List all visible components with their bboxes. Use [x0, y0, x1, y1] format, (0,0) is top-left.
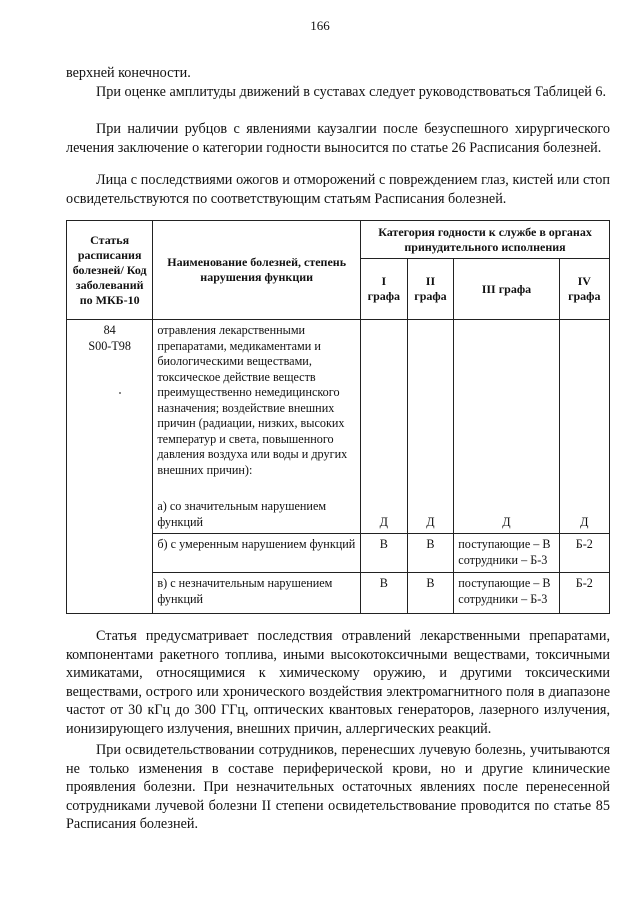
- disease-description: отравления лекарственными препаратами, медикаментами и биологическими веществами, токсическое действие веществ преимущественно немедицинского назначения; воздействие внешних причин (радиации, низких, высоких температур и света, повышенного давления воздуха или воды и других внешних причин):: [157, 323, 348, 477]
- row-a-graph-4: Д: [559, 320, 609, 534]
- row-a-graph-1: Д: [361, 320, 408, 534]
- row-c-graph-2: В: [407, 573, 454, 614]
- header-disease-name: Наименование болезней, степень нарушения функции: [153, 221, 361, 320]
- body-paragraph-5: Статья предусматривает последствия отравлений лекарственными препаратами, компонентами ракетного топлива, иными высокотоксичными веществами, токсичными химикатами, относящимися к химическому оружию, и другими токсическими веществами, острого или хронического воздействия электромагнитного поля в диапазоне частот от 30 кГц до 300 ГГц, оптических квантовых генераторов, лазерного излучения, ионизирующего излучения, внешних причин, аллергических реакций.: [66, 628, 610, 737]
- row-a-graph-2: Д: [407, 320, 454, 534]
- intro-paragraph-3: При наличии рубцов с явлениями каузалгии после безуспешного хирургического лечения заключение о категории годности выносится по статье 26 Расписания болезней.: [66, 121, 610, 156]
- icd-code: S00-T98: [88, 338, 131, 353]
- header-graph-4: IV графа: [559, 259, 609, 320]
- row-c-graph-1: В: [361, 573, 408, 614]
- row-b-graph-1: В: [361, 534, 408, 573]
- article-code-cell: [67, 320, 153, 614]
- header-category: Категория годности к службе в органах принудительного исполнения: [361, 221, 610, 259]
- intro-paragraph-2: При оценке амплитуды движений в суставах следует руководствоваться Таблицей 6.: [96, 84, 607, 100]
- disease-description-cell: [153, 320, 361, 534]
- row-c-graph-4: Б-2: [559, 573, 609, 614]
- intro-paragraph-4: Лица с последствиями ожогов и отморожений с повреждением глаз, кистей или стоп освидетельствуются по соответствующим статьям Расписания болезней.: [66, 172, 610, 207]
- header-article-code: Статья расписания болезней/ Код заболеваний по МКБ-10: [67, 221, 153, 320]
- body-paragraph-6: При освидетельствовании сотрудников, перенесших лучевую болезнь, учитываются не только изменения в составе периферической крови, но и другие клинические проявления болезни. При незначительных остаточных явлениях после перенесенной сотрудниками лучевой болезни II степени освидетельствование проводится по статье 85 Расписания болезней.: [66, 742, 610, 832]
- row-c-graph-3: поступающие – В сотрудники – Б-3: [454, 573, 559, 614]
- table-row: [67, 320, 610, 534]
- row-b-name: б) с умеренным нарушением функций: [153, 534, 361, 573]
- row-c-name: в) с незначительным нарушением функций: [153, 573, 361, 614]
- row-a-name: а) со значительным нарушением функций: [157, 499, 327, 529]
- header-graph-2: II графа: [407, 259, 454, 320]
- intro-paragraph-1: верхней конечности.: [66, 65, 191, 81]
- header-graph-3: III графа: [454, 259, 559, 320]
- row-b-graph-2: В: [407, 534, 454, 573]
- header-graph-1: I графа: [361, 259, 408, 320]
- table-header-row: [67, 221, 610, 259]
- scan-speck: [119, 392, 121, 394]
- row-b-graph-3: поступающие – В сотрудники – Б-3: [454, 534, 559, 573]
- row-a-graph-3: Д: [454, 320, 559, 534]
- row-b-graph-4: Б-2: [559, 534, 609, 573]
- page-number: 166: [310, 18, 330, 33]
- article-number: 84: [103, 323, 116, 337]
- fitness-category-table: [66, 220, 610, 614]
